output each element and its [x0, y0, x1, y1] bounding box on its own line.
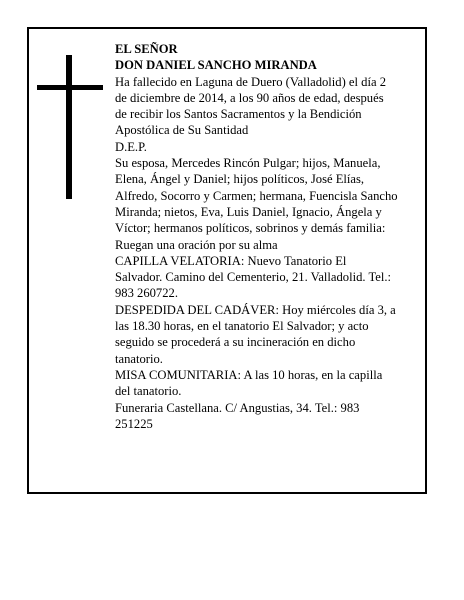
family-line: Elena, Ángel y Daniel; hijos políticos, José Elías, [115, 172, 365, 187]
deceased-name: DON DANIEL SANCHO MIRANDA [115, 58, 317, 73]
family-line: Alfredo, Socorro y Carmen; hermana, Fuencisla Sancho [115, 188, 398, 203]
farewell-line: seguido se procederá a su incineración en dicho [115, 335, 356, 350]
obituary-frame [27, 27, 427, 494]
mass-line: MISA COMUNITARIA: A las 10 horas, en la capilla [115, 367, 383, 382]
funeral-home-line: Funeraria Castellana. C/ Angustias, 34. Tel.: 983 [115, 400, 360, 415]
chapel-line: 983 260722. [115, 286, 178, 301]
death-notice-line: Ha fallecido en Laguna de Duero (Valladolid) el día 2 [115, 74, 387, 89]
farewell-line: DESPEDIDA DEL CADÁVER: Hoy miércoles día 3, a [115, 302, 396, 317]
farewell-line: tanatorio. [115, 351, 163, 366]
chapel-line: Salvador. Camino del Cementerio, 21. Valladolid. Tel.: [115, 270, 392, 285]
funeral-home-line: 251225 [115, 416, 153, 431]
latin-cross-icon [37, 55, 103, 199]
cross-horizontal-bar [37, 85, 103, 90]
cross-vertical-bar [66, 55, 72, 199]
prayer-request: Ruegan una oración por su alma [115, 237, 278, 252]
death-notice-line: de diciembre de 2014, a los 90 años de edad, después [115, 90, 384, 105]
dep-text: D.E.P. [115, 139, 147, 154]
family-line: Miranda; nietos, Eva, Luis Daniel, Ignacio, Ángela y [115, 204, 382, 219]
family-line: Víctor; hermanos políticos, sobrinos y demás familia: [115, 221, 386, 236]
death-notice-line: Apostólica de Su Santidad [115, 123, 249, 138]
title-line-1: EL SEÑOR [115, 42, 178, 56]
mass-line: del tanatorio. [115, 384, 182, 399]
farewell-line: las 18.30 horas, en el tanatorio El Salvador; y acto [115, 319, 369, 334]
family-line: Su esposa, Mercedes Rincón Pulgar; hijos, Manuela, [115, 156, 381, 171]
chapel-line: CAPILLA VELATORIA: Nuevo Tanatorio El [115, 253, 347, 268]
obituary-text [115, 41, 425, 432]
death-notice-line: de recibir los Santos Sacramentos y la Bendición [115, 107, 362, 122]
